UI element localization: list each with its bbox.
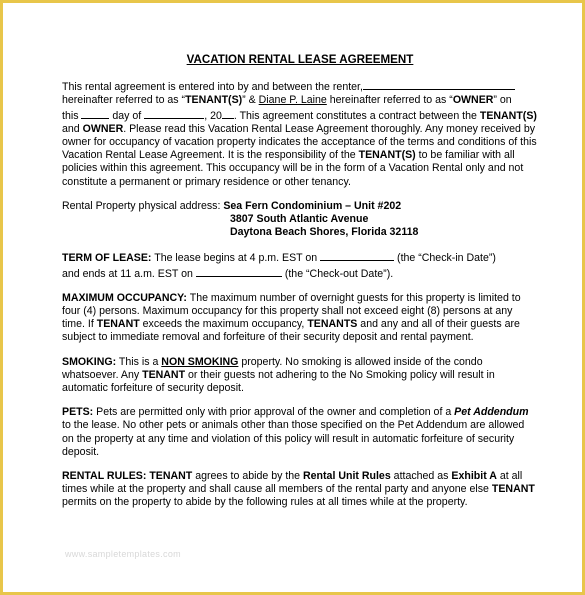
intro-text: This rental agreement is entered into by and between the renter, [62,81,363,94]
intro-text: . Please read this Vacation Rental Lease Agreement thoroughly. Any money received by owner for occupancy of vacation property indicates the acceptance of the terms and conditions of this Vacation Rental Lease Agreement. It is the responsibility of the [62,122,537,162]
property-line-2: 3807 South Atlantic Avenue [230,213,369,226]
pets-text: Pets are permitted only with prior approval of the owner and completion of a [93,406,455,419]
smoking-text: This is a [116,355,162,368]
occupancy-section [62,292,538,345]
term-text: (the “Check-out Date”). [281,267,394,280]
intro-paragraph [62,79,538,189]
exhibit-term: Exhibit A [451,470,497,483]
term-of-lease-section [62,250,538,280]
intro-text: ” on [493,94,512,107]
smoking-heading: SMOKING: [62,355,117,368]
owner-term: OWNER [452,94,494,107]
tenant-term: TENANT(S) [185,94,243,107]
day-blank [81,108,109,119]
smoking-text: property. No smoking is allowed inside of the condo whatsoever. Any [62,355,483,381]
pets-text: to the lease. No other pets or animals other than those specified on the Pet Addendum are allowed on the property at any time and violation of this policy will result in automatic forfeiture of security deposit. [62,419,525,458]
intro-text: ” & [242,94,259,107]
year-blank [222,108,234,119]
term-text: and ends at 11 a.m. EST on [62,267,196,280]
month-blank [144,108,204,119]
property-line-3: Daytona Beach Shores, Florida 32118 [230,226,419,239]
intro-text: to be familiar with all policies within this agreement. This occupancy will be in the form of a Vacation Rental only and not constitute a permanent or primary residence or other tenancy. [62,149,524,188]
document-page [62,53,538,521]
occupancy-text: and any and all of their guests are subject to immediate removal and forfeiture of their security deposit and rental payment. [62,318,520,344]
intro-text: this [62,109,79,122]
rules-heading: RENTAL RULES: [62,470,147,483]
tenant-term: TENANT [142,368,186,381]
property-address [62,200,538,240]
tenant-term: TENANT [96,318,140,331]
occupancy-text: exceeds the maximum occupancy, [139,318,308,331]
property-label: Rental Property physical address: [62,199,224,212]
term-text: The lease begins at 4 p.m. EST on [151,252,321,265]
document-title: VACATION RENTAL LEASE AGREEMENT [186,53,414,66]
watermark: www.sampletemplates.com [65,549,181,559]
intro-text: , 20 [204,109,222,122]
pet-addendum-term: Pet Addendum [454,406,529,419]
intro-text: hereinafter referred to as “ [62,94,186,107]
smoking-text: or their guests not adhering to the No Smoking policy will result in automatic forfeiture of security deposit. [62,368,495,395]
rules-text: attached as [390,470,452,483]
occupancy-heading: MAXIMUM OCCUPANCY: [62,291,187,304]
property-line-1: Sea Fern Condominium – Unit #202 [223,199,402,212]
rules-text: agrees to abide by the [192,470,304,483]
intro-text: . This agreement constitutes a contract between the [233,109,477,122]
pets-heading: PETS: [62,406,94,419]
tenant-term: TENANT(S) [358,149,416,162]
pets-section [62,406,538,459]
term-text: (the “Check-in Date”) [394,252,496,265]
check-in-date-blank [320,250,394,261]
check-out-date-blank [196,266,282,277]
rental-unit-rules-term: Rental Unit Rules [303,470,391,483]
rules-text: permits on the property to abide by the following rules at all times while at the property. [62,496,468,509]
term-heading: TERM OF LEASE: [62,252,152,265]
tenant-term: TENANT [149,470,193,483]
owner-term: OWNER [82,122,124,135]
non-smoking-term: NON SMOKING [161,355,239,368]
intro-text: hereinafter referred to as “ [326,94,453,107]
tenants-term: TENANTS [307,318,358,331]
tenant-term: TENANT [491,483,535,496]
intro-text: day of [109,109,145,122]
smoking-section [62,356,538,396]
rental-rules-section [62,470,538,510]
intro-text: and [62,122,83,135]
rules-text: at all times while at the property and shall cause all members of the rental party and anyone else [62,470,523,496]
occupancy-text: The maximum number of overnight guests for this property is limited to four (4) persons. Maximum occupancy for this property shall not exceed eight (8) persons at any time. If [62,291,521,331]
tenant-term: TENANT(S) [479,109,537,122]
renter-name-blank [363,79,515,90]
owner-name: Diane P. Laine [258,94,327,107]
